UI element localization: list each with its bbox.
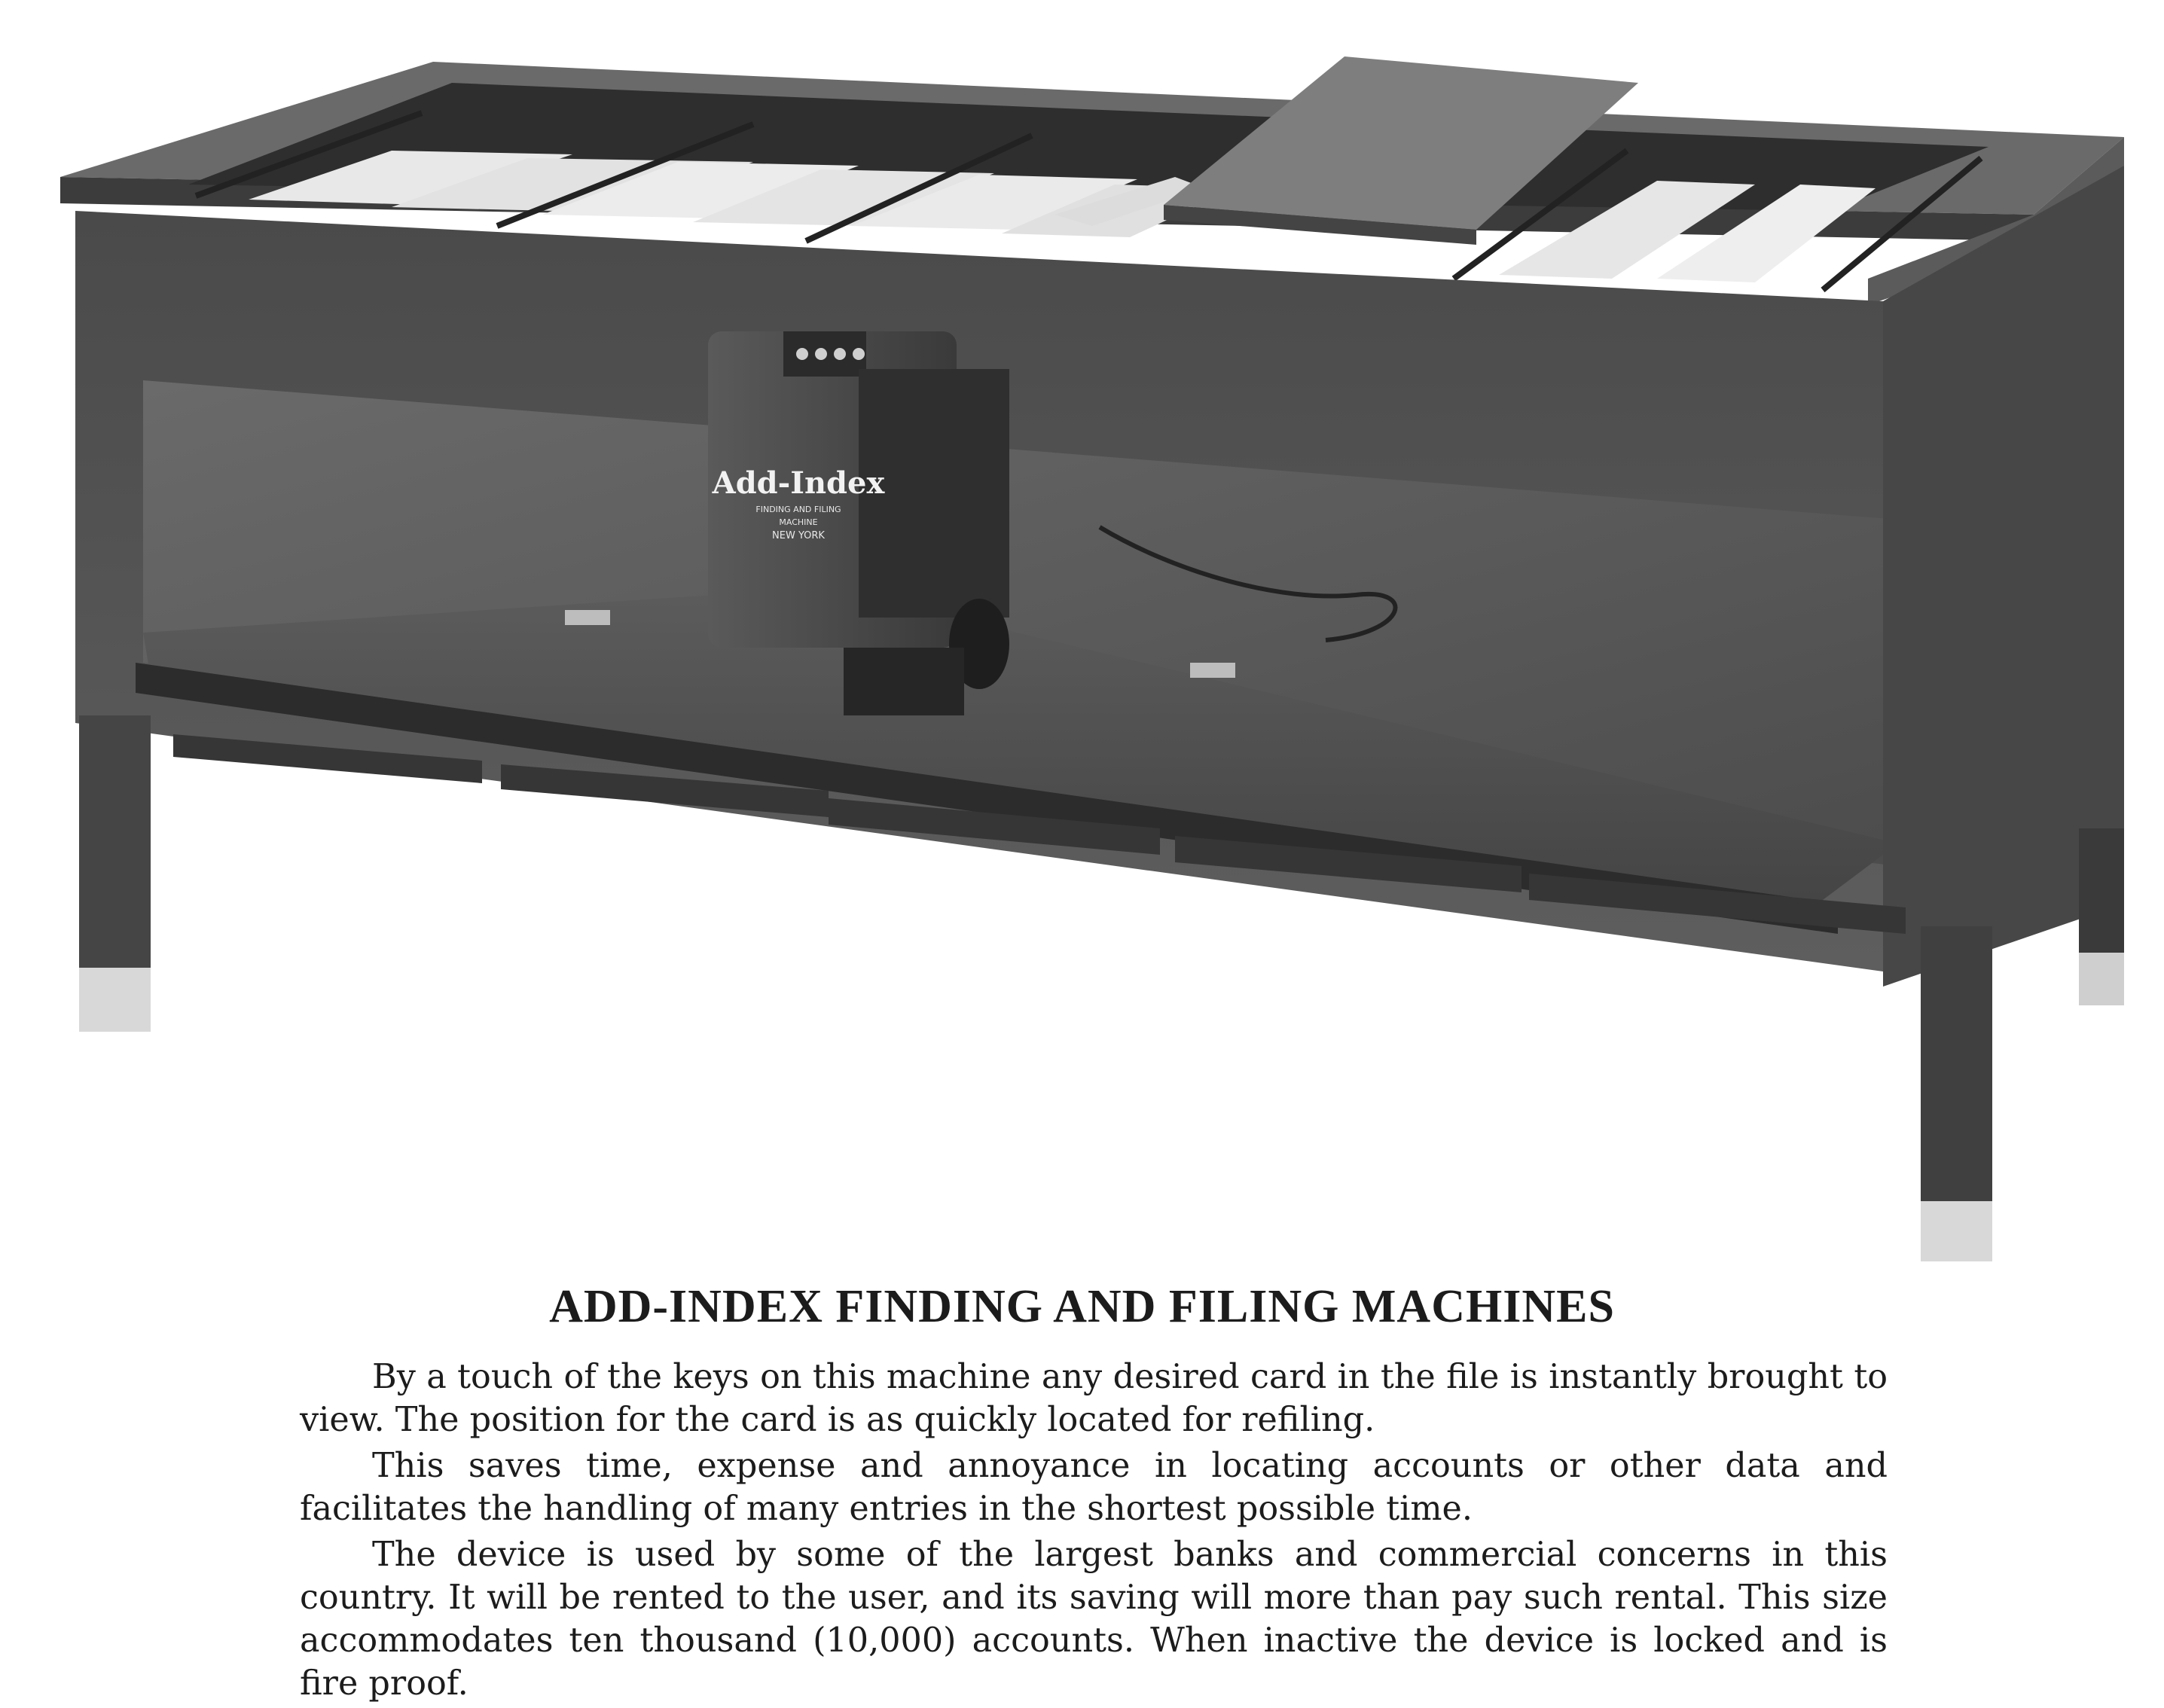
cabinet-body	[75, 166, 2124, 987]
nameplate-line-2: MACHINE	[779, 517, 818, 527]
nameplate-line-1: FINDING AND FILING	[755, 505, 841, 514]
body-text	[300, 1356, 1888, 1708]
paragraph-3: The device is used by some of the largest banks and commercial concerns in this country. It will be rented to the user, and its saving will more than pay such rental. This size accommodates ten thousand (10,000) accounts. When inactive the device is locked and is fire proof.	[300, 1536, 1888, 1703]
nameplate-line-3: NEW YORK	[772, 530, 825, 541]
document-title: ADD-INDEX FINDING AND FILING MACHINES	[549, 1281, 1615, 1332]
paragraph-2: This saves time, expense and annoyance in locating accounts or other data and facilitates the handling of many entries in the shortest possible time.	[300, 1447, 1888, 1528]
paragraph-1: By a touch of the keys on this machine any desired card in the file is instantly brought to view. The position for the card is as quickly located for refiling.	[300, 1358, 1888, 1439]
nameplate-brand: Add-Index	[712, 465, 885, 501]
